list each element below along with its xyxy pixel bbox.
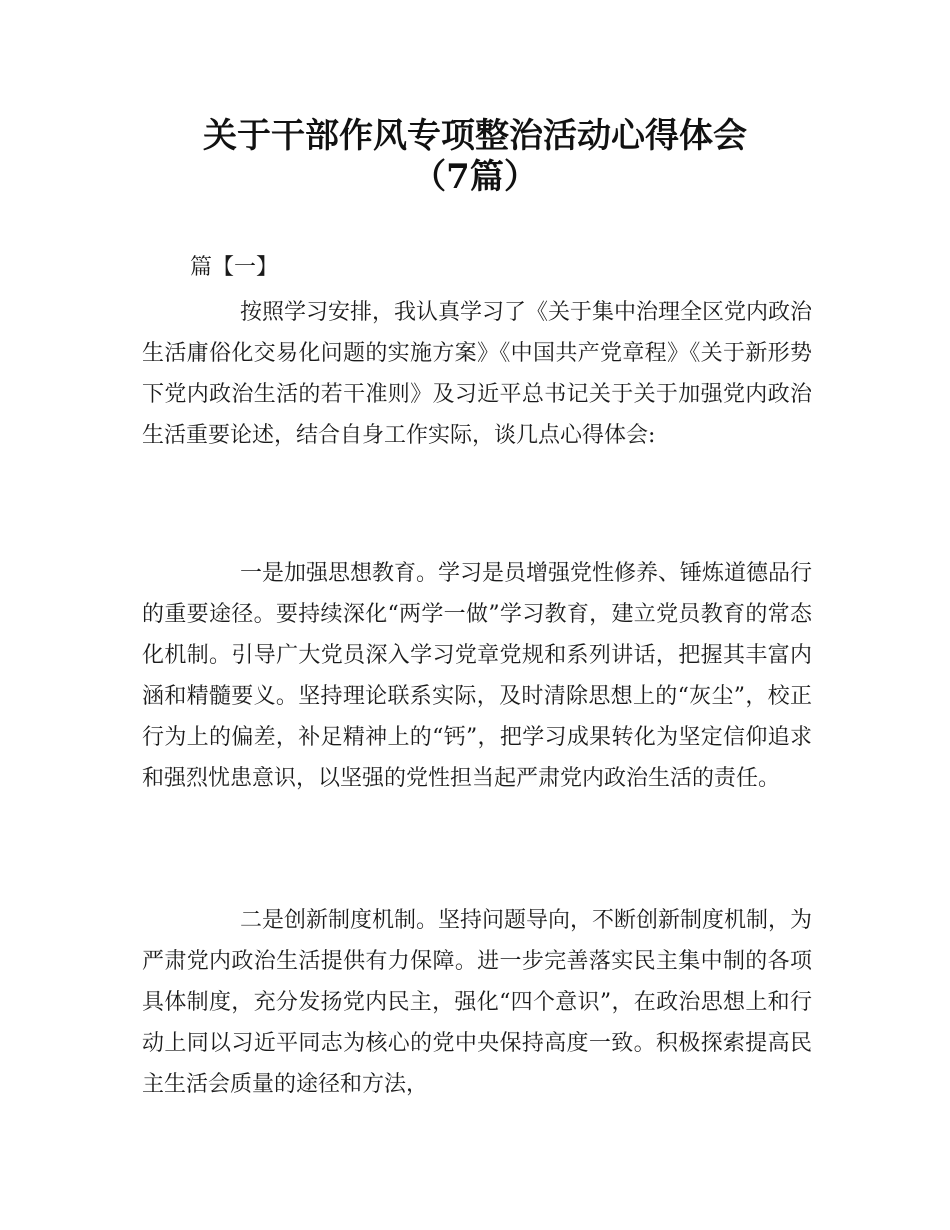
paragraph-intro: 按照学习安排，我认真学习了《关于集中治理全区党内政治生活庸俗化交易化问题的实施方案》《中国共产党章程》《关于新形势下党内政治生活的若干准则》及习近平总书记关于关于加强党内政治生活重要论述，结合自身工作实际，谈几点心得体会: [142,300,813,448]
paragraph-point-two: 二是创新制度机制。坚持问题导向，不断创新制度机制，为严肃党内政治生活提供有力保障。进一步完善落实民主集中制的各项具体制度，充分发扬党内民主，强化“四个意识”，在政治思想上和行动上同以习近平同志为核心的党中央保持高度一致。积极探索提高民主生活会质量的途径和方法， [142,908,813,1097]
paragraph-point-one: 一是加强思想教育。学习是员增强党性修养、锤炼道德品行的重要途径。要持续深化“两学一做”学习教育，建立党员教育的常态化机制。引导广大党员深入学习党章党规和系列讲话，把握其丰富内涵和精髓要义。坚持理论联系实际，及时清除思想上的“灰尘”，校正行为上的偏差，补足精神上的“钙”，把学习成果转化为坚定信仰追求和强烈忧患意识，以坚强的党性担当起严肃党内政治生活的责任。 [142,561,813,791]
document-title: 关于干部作风专项整治活动心得体会 [203,116,747,156]
section-heading: 篇【一】 [190,255,279,280]
document-subtitle-count: （7篇） [412,157,538,197]
